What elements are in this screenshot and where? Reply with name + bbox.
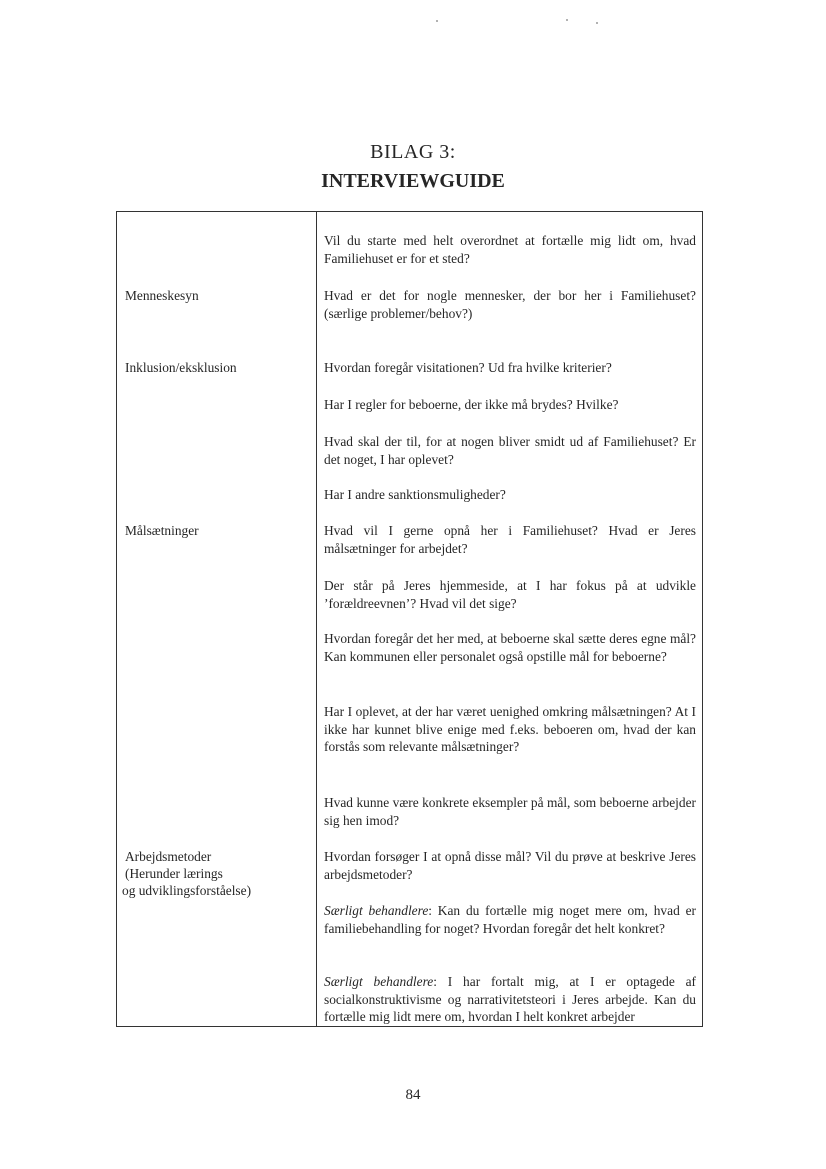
question-7: Hvad vil I gerne opnå her i Familiehuset? Hvad er Jeres målsætninger for arbejdet? [324,523,696,556]
question-13-lead: Særligt behandlere [324,903,429,918]
scan-speck [566,19,568,21]
label-arbejdsmetoder-sub1: (Herunder lærings [125,866,223,881]
label-arbejdsmetoder-title: Arbejdsmetoder [125,849,212,864]
scan-speck [436,20,438,22]
label-arbejdsmetoder [122,848,252,899]
label-arbejdsmetoder-sub2: og udviklingsforståelse) [122,883,252,898]
question-11: Hvad kunne være konkrete eksempler på mål, som beboerne arbejder sig hen imod? [324,795,696,828]
question-14-lead: Særligt behandlere [324,974,434,989]
question-8: Der står på Jeres hjemmeside, at I har fokus på at udvikle ’forældreevnen’? Hvad vil det sige? [324,578,696,611]
label-inklusion: Inklusion/eksklusion [125,360,237,375]
question-12: Hvordan forsøger I at opnå disse mål? Vil du prøve at beskrive Jeres arbejdsmetoder? [324,849,696,882]
page-number: 84 [405,1087,421,1103]
label-menneskesyn: Menneskesyn [125,288,199,303]
question-2: Hvad er det for nogle mennesker, der bor her i Familiehuset? (særlige problemer/behov?) [324,288,696,321]
question-10: Har I oplevet, at der har været uenighed omkring målsætningen? At I ikke har kunnet blive enige med f.eks. beboeren om, hvad der kan forstås som relevante målsætninger? [324,704,696,754]
question-1: Vil du starte med helt overordnet at fortælle mig lidt om, hvad Familiehuset er for et sted? [324,233,696,266]
question-14 [324,973,696,1026]
question-4: Har I regler for beboerne, der ikke må brydes? Hvilke? [324,397,619,412]
question-3: Hvordan foregår visitationen? Ud fra hvilke kriterier? [324,360,612,375]
question-6: Har I andre sanktionsmuligheder? [324,487,506,502]
document-title: INTERVIEWGUIDE [321,170,505,192]
question-5: Hvad skal der til, for at nogen bliver smidt ud af Familiehuset? Er det noget, I har oplevet? [324,434,696,467]
question-13-body: : Kan du fortælle mig noget mere om, hvad er familiebehandling for noget? Hvordan foregår det helt konkret? [324,903,696,936]
question-9: Hvordan foregår det her med, at beboerne skal sætte deres egne mål? Kan kommunen eller personalet også opstille mål for beboerne? [324,631,696,664]
label-maalsaetninger: Målsætninger [125,523,199,538]
appendix-label: BILAG 3: [370,141,456,163]
column-divider [316,211,317,1027]
scan-speck [596,22,598,24]
question-14-body: : I har fortalt mig, at I er optagede af socialkonstruktivisme og narrativitetsteori i Jeres arbejde. Kan du fortælle mig lidt mere om, hvordan I helt konkret arbejder [324,974,696,1024]
question-13 [324,902,696,937]
